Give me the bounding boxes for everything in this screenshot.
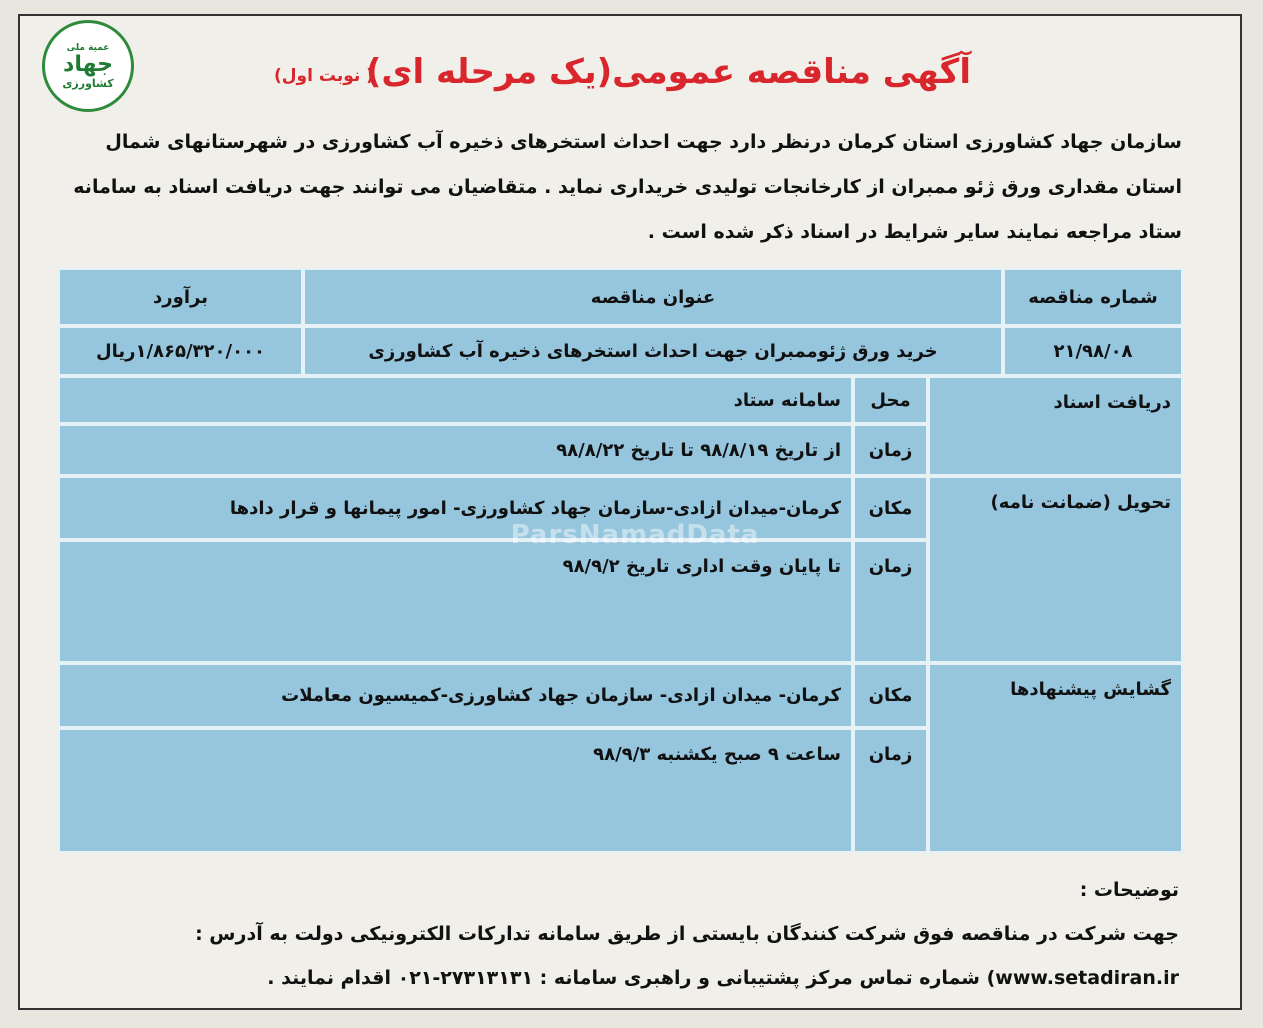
jahad-logo bbox=[42, 20, 134, 112]
header-title: عنوان مناقصه bbox=[303, 268, 1003, 326]
delivery-time: تا پایان وقت اداری تاریخ ۹۸/۹/۲ bbox=[58, 540, 853, 663]
delivery-place: کرمان-میدان ازادی-سازمان جهاد کشاورزی- امور پیمانها و قرار دادها bbox=[58, 476, 853, 540]
notes-label: توضیحات : bbox=[1079, 879, 1179, 901]
logo-sub: کشاورزی bbox=[62, 76, 114, 90]
logo-name: جهاد bbox=[63, 51, 113, 77]
tender-title: خرید ورق ژئوممبران جهت احداث استخرهای ذخیره آب کشاورزی bbox=[303, 326, 1003, 376]
tender-estimate: ۱/۸۶۵/۳۲۰/۰۰۰ریال bbox=[58, 326, 303, 376]
notice-subtitle: ( نوبت اول) bbox=[274, 66, 374, 86]
intro-paragraph: سازمان جهاد کشاورزی استان کرمان درنظر دارد جهت احداث استخرهای ذخیره آب کشاورزی در شهرستانهای شمال استان مقداری ورق ژئو ممبران از کارخانجات تولیدی خریداری نماید . متقاضیان می توانند جهت دریافت اسناد به سامانه ستاد مراجعه نمایند سایر شرایط در اسناد ذکر شده است . bbox=[73, 131, 1182, 243]
receive-time: از تاریخ ۹۸/۸/۱۹ تا تاریخ ۹۸/۸/۲۲ bbox=[58, 424, 853, 476]
opening-place-label: مکان bbox=[853, 663, 928, 728]
receive-docs-label: دریافت اسناد bbox=[928, 376, 1183, 476]
footer-notes bbox=[79, 868, 1179, 1000]
opening-place: کرمان- میدان ازادی- سازمان جهاد کشاورزی-کمیسیون معاملات bbox=[58, 663, 853, 728]
support-text: شماره تماس مرکز پشتیبانی و راهبری سامانه : ۲۷۳۱۳۱۳۱-۰۲۱ اقدام نمایند . bbox=[267, 967, 980, 989]
delivery-place-label: مکان bbox=[853, 476, 928, 540]
delivery-label: تحویل (ضمانت نامه) bbox=[928, 476, 1183, 663]
delivery-time-label: زمان bbox=[853, 540, 928, 663]
notice-title: آگهی مناقصه عمومی(یک مرحله ای) bbox=[365, 52, 971, 92]
header-number: شماره مناقصه bbox=[1003, 268, 1183, 326]
opening-time-label: زمان bbox=[853, 728, 928, 853]
header-estimate: برآورد bbox=[58, 268, 303, 326]
notes-line-1: جهت شرکت در مناقصه فوق شرکت کنندگان بایستی از طریق سامانه تدارکات الکترونیکی دولت به آدرس : bbox=[195, 923, 1179, 945]
watermark: ParsNamadData bbox=[510, 520, 760, 550]
receive-place-label: محل bbox=[853, 376, 928, 424]
logo-top-text: عمیة ملی bbox=[66, 42, 110, 53]
tender-number: ۲۱/۹۸/۰۸ bbox=[1003, 326, 1183, 376]
opening-time: ساعت ۹ صبح یکشنبه ۹۸/۹/۳ bbox=[58, 728, 853, 853]
receive-place: سامانه ستاد bbox=[58, 376, 853, 424]
website-link[interactable]: (www.setadiran.ir bbox=[986, 967, 1179, 989]
tender-table bbox=[58, 268, 1183, 853]
notes-line-2 bbox=[79, 956, 1179, 1000]
receive-time-label: زمان bbox=[853, 424, 928, 476]
opening-label: گشایش پیشنهادها bbox=[928, 663, 1183, 853]
